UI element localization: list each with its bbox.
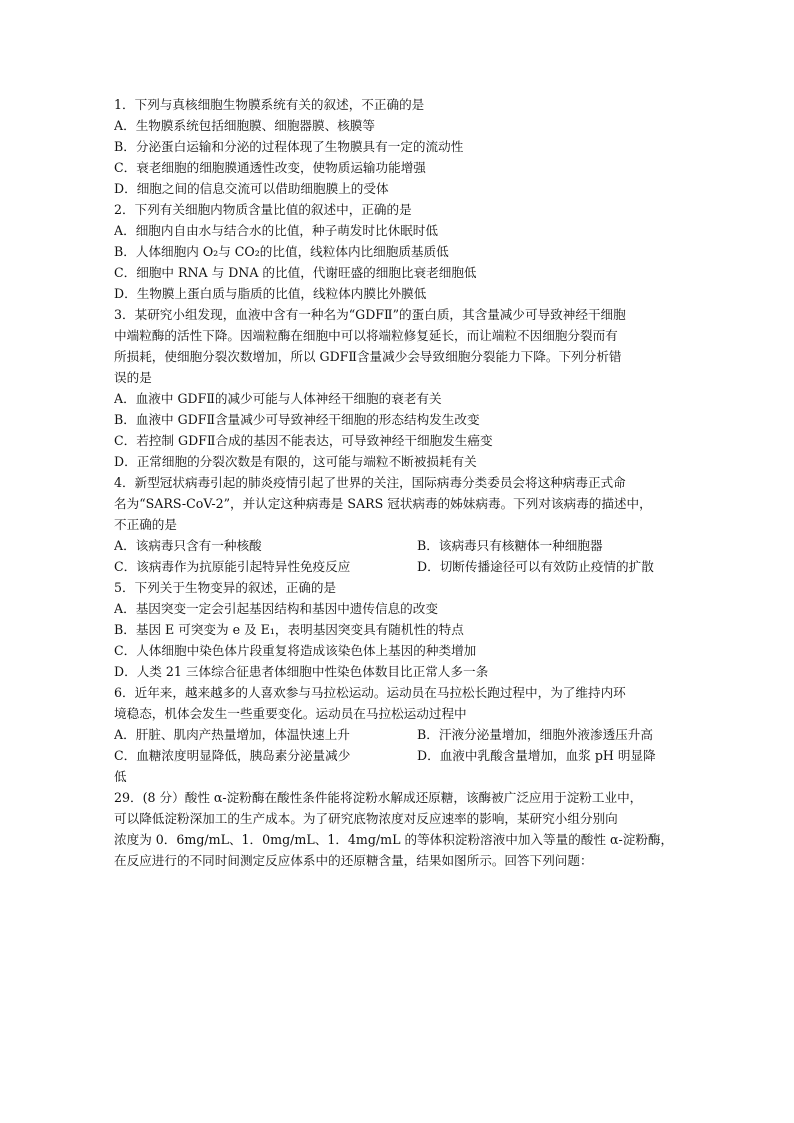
question-4 — [114, 472, 684, 577]
option-c: C．若控制 GDFⅡ合成的基因不能表达，可导致神经干细胞发生癌变 — [114, 433, 493, 448]
question-stem-line: 误的是 — [114, 370, 152, 385]
option-a: A．细胞内自由水与结合水的比值，种子萌发时比休眠时低 — [114, 223, 438, 238]
option-a: A．肝脏、肌肉产热量增加，体温快速上升 — [114, 727, 350, 742]
option-c: C．细胞中 RNA 与 DNA 的比值，代谢旺盛的细胞比衰老细胞低 — [114, 265, 477, 280]
question-1 — [114, 94, 684, 199]
question-stem-line: 可以降低淀粉深加工的生产成本。为了研究底物浓度对反应速率的影响，某研究小组分别向 — [114, 811, 618, 826]
option-b: B．该病毒只有核糖体一种细胞器 — [417, 538, 603, 553]
option-c: C．血糖浓度明显降低，胰岛素分泌量减少 — [114, 748, 351, 763]
option-a: A．基因突变一定会引起基因结构和基因中遗传信息的改变 — [114, 601, 438, 616]
question-6 — [114, 682, 684, 787]
option-c: C．衰老细胞的细胞膜通透性改变，使物质运输功能增强 — [114, 160, 426, 175]
option-b: B．人体细胞内 O₂与 CO₂的比值，线粒体内比细胞质基质低 — [114, 244, 449, 259]
option-a: A．生物膜系统包括细胞膜、细胞器膜、核膜等 — [114, 118, 375, 133]
question-stem-line: 在反应进行的不同时间测定反应体系中的还原糖含量，结果如图所示。回答下列问题： — [114, 853, 593, 868]
question-2 — [114, 199, 684, 304]
option-a: A．该病毒只含有一种核酸 — [114, 538, 262, 553]
option-row — [114, 745, 684, 766]
question-29 — [114, 787, 684, 871]
option-d: D．切断传播途径可以有效防止疫情的扩散 — [417, 559, 654, 574]
option-c: C．该病毒作为抗原能引起特异性免疫反应 — [114, 559, 351, 574]
question-stem-line: 3．某研究小组发现，血液中含有一种名为“GDFⅡ”的蛋白质，其含量减少可导致神经干细胞 — [114, 307, 626, 322]
option-d: D．细胞之间的信息交流可以借助细胞膜上的受体 — [114, 181, 389, 196]
option-d: D．血液中乳酸含量增加，血浆 pH 明显降 — [417, 748, 656, 763]
option-b: B．分泌蛋白运输和分泌的过程体现了生物膜具有一定的流动性 — [114, 139, 464, 154]
option-b: B．血液中 GDFⅡ含量减少可导致神经干细胞的形态结构发生改变 — [114, 412, 480, 427]
option-row — [114, 556, 684, 577]
question-5 — [114, 577, 684, 682]
option-c: C．人体细胞中染色体片段重复将造成该染色体上基因的种类增加 — [114, 643, 477, 658]
option-b: B．汗液分泌量增加，细胞外液渗透压升高 — [417, 727, 653, 742]
question-stem-line: 4．新型冠状病毒引起的肺炎疫情引起了世界的关注，国际病毒分类委员会将这种病毒正式命 — [114, 475, 626, 490]
option-row — [114, 535, 684, 556]
option-d: D．生物膜上蛋白质与脂质的比值，线粒体内膜比外膜低 — [114, 286, 427, 301]
question-stem-line: 29．(8 分）酸性 α-淀粉酶在酸性条件能将淀粉水解成还原糖，该酶被广泛应用于淀粉工业中， — [114, 790, 643, 805]
question-stem-line: 6．近年来，越来越多的人喜欢参与马拉松运动。运动员在马拉松长跑过程中，为了维持内环 — [114, 685, 626, 700]
question-stem-line: 浓度为 0．6mg/mL、1．0mg/mL、1．4mg/mL 的等体积淀粉溶液中加入等量的酸性 α-淀粉酶， — [114, 832, 674, 847]
option-d: D．人类 21 三体综合征患者体细胞中性染色体数目比正常人多一条 — [114, 664, 489, 679]
option-a: A．血液中 GDFⅡ的减少可能与人体神经干细胞的衰老有关 — [114, 391, 442, 406]
question-stem-line: 中端粒酶的活性下降。因端粒酶在细胞中可以将端粒修复延长，而让端粒不因细胞分裂而有 — [114, 328, 618, 343]
option-row — [114, 724, 684, 745]
option-d-continuation: 低 — [114, 769, 127, 784]
question-stem: 5．下列关于生物变异的叙述，正确的是 — [114, 580, 337, 595]
question-stem-line: 境稳态，机体会发生一些重要变化。运动员在马拉松运动过程中 — [114, 706, 467, 721]
question-3 — [114, 304, 684, 472]
question-stem-line: 不正确的是 — [114, 517, 177, 532]
question-stem-line: 所损耗，使细胞分裂次数增加，所以 GDFⅡ含量减少会导致细胞分裂能力下降。下列分析错 — [114, 349, 622, 364]
question-stem: 2．下列有关细胞内物质含量比值的叙述中，正确的是 — [114, 202, 412, 217]
option-b: B．基因 E 可突变为 e 及 E₁，表明基因突变具有随机性的特点 — [114, 622, 464, 637]
option-d: D．正常细胞的分裂次数是有限的，这可能与端粒不断被损耗有关 — [114, 454, 477, 469]
question-stem-line: 名为“SARS-CoV-2”，并认定这种病毒是 SARS 冠状病毒的姊妹病毒。下列对该病毒的描述中， — [114, 496, 652, 511]
question-stem: 1．下列与真核细胞生物膜系统有关的叙述，不正确的是 — [114, 97, 425, 112]
